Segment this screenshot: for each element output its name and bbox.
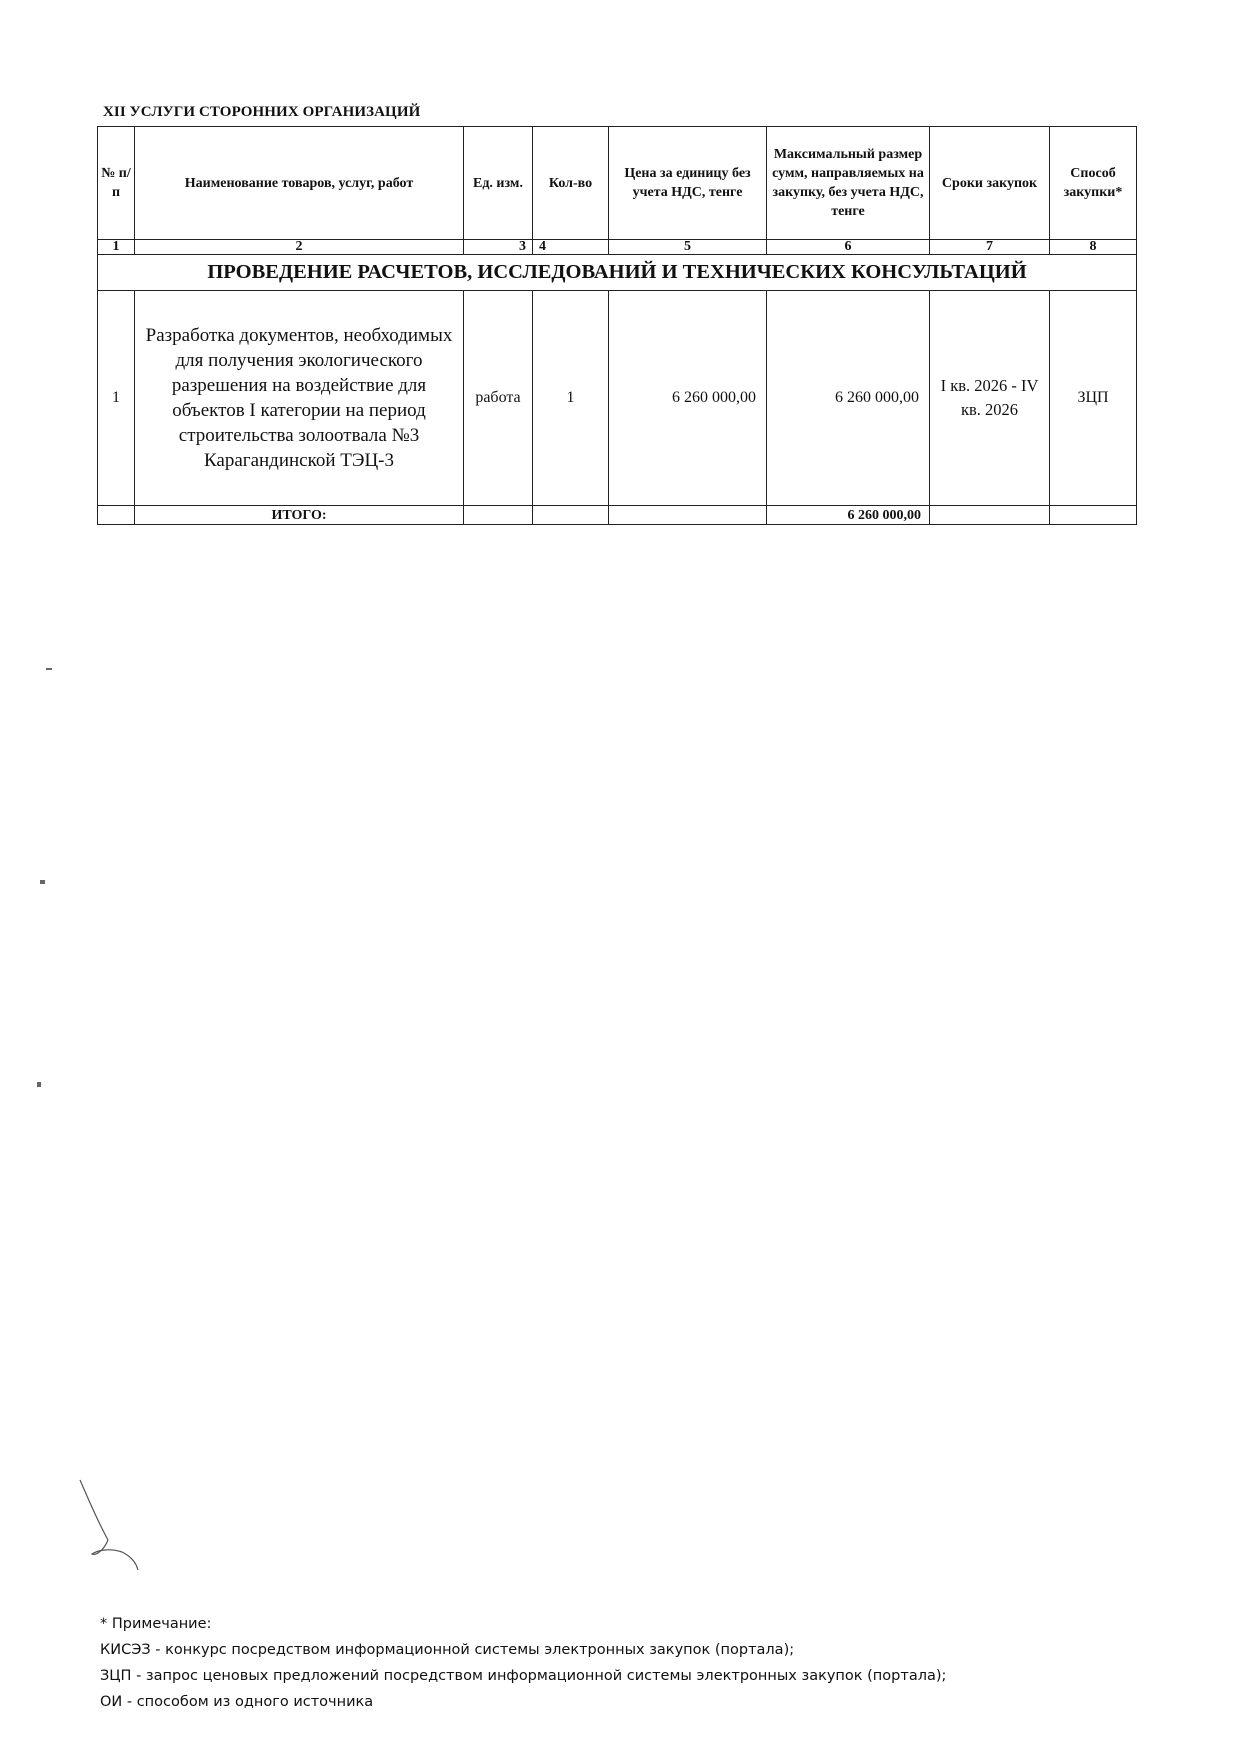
column-number: 7 — [930, 240, 1050, 255]
row-method: ЗЦП — [1050, 291, 1137, 506]
total-empty-cell — [98, 506, 135, 525]
footnote-title: * Примечание: — [100, 1616, 212, 1632]
row-unit: работа — [464, 291, 533, 506]
column-numbers-row — [98, 240, 1137, 255]
header-method: Способ закупки* — [1050, 127, 1137, 240]
header-max-amount: Максимальный размер сумм, направляемых на закупку, без учета НДС, тенге — [767, 127, 930, 240]
row-deadline: I кв. 2026 - IV кв. 2026 — [930, 291, 1050, 506]
header-row — [98, 127, 1137, 240]
header-unit-price: Цена за единицу без учета НДС, тенге — [609, 127, 767, 240]
header-name: Наименование товаров, услуг, работ — [135, 127, 464, 240]
row-name: Разработка документов, необходимых для получения экологического разрешения на воздействие для объектов I категории на период строительства золоотвала №3 Карагандинской ТЭЦ-3 — [135, 291, 464, 506]
footnote — [100, 1611, 946, 1715]
category-row — [98, 255, 1137, 291]
total-empty-cell — [1050, 506, 1137, 525]
procurement-table — [97, 126, 1137, 525]
column-number: 6 — [767, 240, 930, 255]
footnote-line: ЗЦП - запрос ценовых предложений посредством информационной системы электронных закупок (портала); — [100, 1668, 947, 1684]
scan-speck — [37, 1082, 41, 1087]
header-no: № п/п — [98, 127, 135, 240]
total-empty-cell — [464, 506, 533, 525]
row-max-amount: 6 260 000,00 — [767, 291, 930, 506]
header-deadline: Сроки закупок — [930, 127, 1050, 240]
category-label: ПРОВЕДЕНИЕ РАСЧЕТОВ, ИССЛЕДОВАНИЙ И ТЕХНИЧЕСКИХ КОНСУЛЬТАЦИЙ — [98, 255, 1137, 291]
total-amount: 6 260 000,00 — [767, 506, 930, 525]
total-empty-cell — [609, 506, 767, 525]
scan-speck — [46, 668, 52, 670]
footnote-line: ОИ - способом из одного источника — [100, 1694, 374, 1710]
column-number: 2 — [135, 240, 464, 255]
row-no: 1 — [98, 291, 135, 506]
total-label: ИТОГО: — [135, 506, 464, 525]
column-number: 5 — [609, 240, 767, 255]
row-qty: 1 — [533, 291, 609, 506]
footnote-line: КИСЭЗ - конкурс посредством информационной системы электронных закупок (портала); — [100, 1642, 795, 1658]
table-row — [98, 291, 1137, 506]
header-unit: Ед. изм. — [464, 127, 533, 240]
header-qty: Кол-во — [533, 127, 609, 240]
signature-mark — [78, 1478, 158, 1573]
scan-speck — [40, 880, 45, 884]
row-unit-price: 6 260 000,00 — [609, 291, 767, 506]
section-title: XII УСЛУГИ СТОРОННИХ ОРГАНИЗАЦИЙ — [103, 104, 421, 120]
total-empty-cell — [533, 506, 609, 525]
column-number: 8 — [1050, 240, 1137, 255]
total-empty-cell — [930, 506, 1050, 525]
column-number: 1 — [98, 240, 135, 255]
column-number: 4 — [533, 240, 609, 255]
column-number: 3 — [464, 240, 533, 255]
total-row — [98, 506, 1137, 525]
